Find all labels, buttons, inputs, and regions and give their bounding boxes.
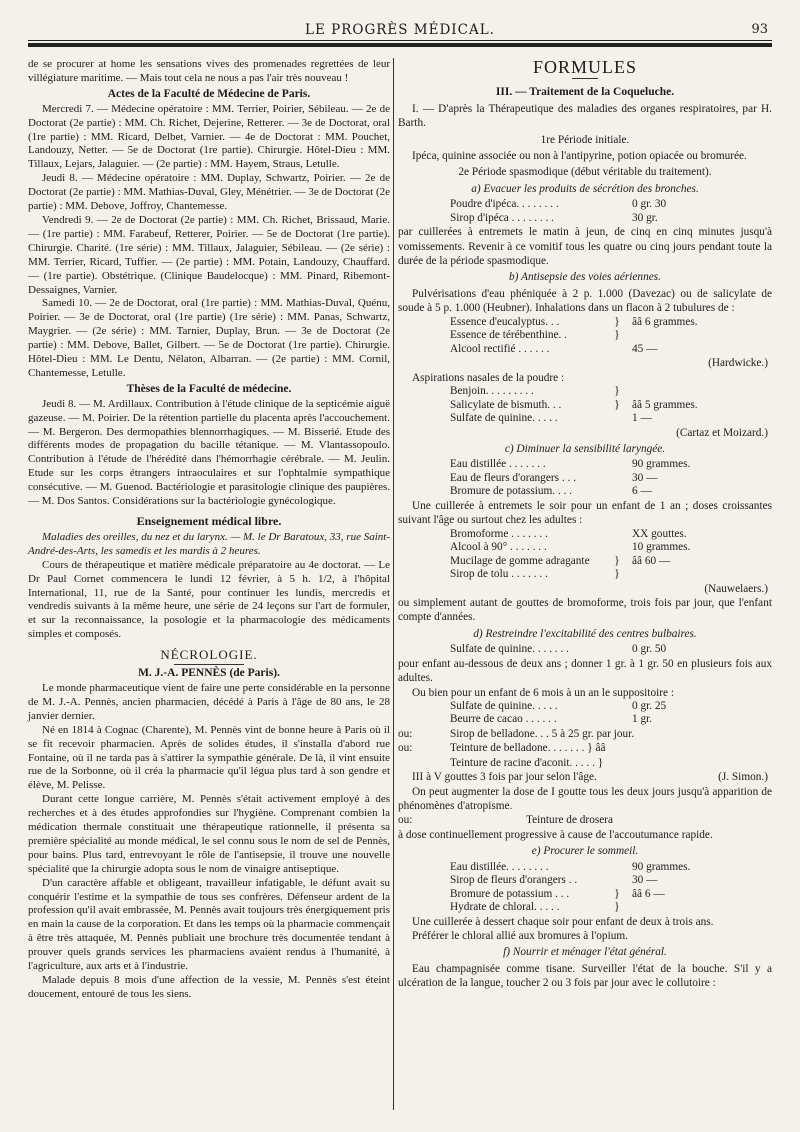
- brace: }: [614, 385, 620, 397]
- ingredient: Bromoforme . . . . . . .: [450, 527, 548, 540]
- libre-paragraph: Cours de thérapeutique et matière médicale préparatoire au 4e doctorat. — Le Dr Paul Cornet commencera le lundi 12 février, à 5 h. 1/2, à l'hôpital International, 11, rue de la Santé, pour continuer les lundis, mercredis et vendredis suivants à la même heure, une série de 24 leçons sur l'art de formuler, et sur la reconnaissance, la posologie et la pharmacologie des médicaments simples et composés.: [28, 558, 390, 641]
- quantity: ââ 6 grammes.: [632, 315, 698, 328]
- brace: }: [614, 568, 620, 581]
- text-paragraph: par cuillerées à entremets le matin à jeun, de cinq en cinq minutes jusqu'à vomissements. Revenir à ce vomitif tous les quatre ou cinq jours pendant toute la durée de la période spasmodique.: [398, 226, 772, 268]
- necro-paragraph: Né en 1814 à Cognac (Charente), M. Pennès vint de bonne heure à Paris où il se fit recevoir pharmacien. Après de solides études, il s'installa d'abord rue Fontaine, où il ne tarda pas à s'attirer la sympathie générale. De là, il vint ensuite rue de la Sorbonne, où il créa la pharmacie qu'il légua plus tard à son gendre et élève, M. Pelisse.: [28, 723, 390, 792]
- brace: [602, 472, 632, 486]
- ingredient: Sulfate de quinine. . . . .: [450, 412, 558, 424]
- subsection-heading: a) Evacuer les produits de sécrétion des bronches.: [471, 182, 699, 195]
- quantity: 90 grammes.: [632, 860, 691, 873]
- dosage-line: [398, 770, 772, 784]
- prescription-h: [450, 861, 772, 915]
- brace: }: [614, 554, 620, 567]
- text-paragraph: Pulvérisations d'eau phéniquée à 2 p. 1.000 (Davezac) ou de salicylate de soude à 5 p. 1.000 (Heubner). Inhalations dans un flacon à 2 tubulures de :: [398, 287, 772, 315]
- subsection-heading: b) Antisepsie des voies aériennes.: [509, 271, 661, 284]
- author-credit: (Nauwelaers.): [704, 582, 768, 595]
- ingredient: Sulfate de quinine. . . . .: [450, 699, 558, 712]
- or-label: ou:: [398, 727, 413, 740]
- column-divider: [393, 58, 394, 1110]
- quantity: 6 —: [632, 485, 652, 498]
- quantity: 0 gr. 30: [632, 198, 667, 211]
- quantity: 90 grammes.: [632, 458, 691, 471]
- text-paragraph: On peut augmenter la dose de I goutte tous les deux jours jusqu'à apparition de phénomènes d'atropisme.: [398, 785, 772, 812]
- quantity: [632, 568, 772, 582]
- brace: }: [614, 329, 620, 342]
- ingredient: Mucilage de gomme adragante: [450, 554, 590, 567]
- text-paragraph: Une cuillerée à dessert chaque soir pour enfant de deux à trois ans.: [412, 915, 714, 928]
- ingredient: Alcool à 90° . . . . . . .: [450, 541, 547, 554]
- ingredient: Bromure de potassium. . . .: [450, 485, 573, 498]
- subsection-heading: f) Nourrir et ménager l'état général.: [503, 946, 667, 959]
- quantity: ââ 60 —: [632, 554, 671, 567]
- alternative-item: Teinture de belladone. . . . . . . } ââ: [450, 742, 606, 755]
- or-label: ou:: [398, 742, 413, 755]
- page-number: 93: [751, 22, 768, 37]
- quantity: 30 —: [632, 471, 658, 484]
- ingredient: Hydrate de chloral. . . . .: [450, 901, 560, 914]
- prescription-a: [450, 198, 772, 225]
- ingredient: Essence d'eucalyptus. . .: [450, 315, 560, 328]
- actes-heading: Actes de la Faculté de Médecine de Paris.: [107, 87, 311, 100]
- quantity: 10 grammes.: [632, 541, 691, 554]
- text-paragraph: Aspirations nasales de la poudre :: [412, 371, 565, 384]
- text-paragraph: Une cuillerée à entremets le soir pour un enfant de 1 an ; doses croissantes suivant l'âge ou surtout chez les adultes :: [398, 499, 772, 527]
- brace: [602, 212, 632, 226]
- right-column: [398, 58, 772, 991]
- brace: [602, 861, 632, 875]
- ingredient: Beurre de cacao . . . . . .: [450, 713, 557, 726]
- quantity: [632, 901, 772, 915]
- libre-heading: Enseignement médical libre.: [136, 514, 282, 528]
- quantity: 0 gr. 25: [632, 699, 667, 712]
- theses-paragraph: Jeudi 8. — M. Ardillaux. Contribution à l'étude clinique de la septicémie aiguë gazeuse. — M. Poirier. De la rétention partielle du placenta après l'accouchement. — M. Bergeron. Des dermopathies blennorrhagiques. — M. Bisserié. Etude des différents modes de propagation du bacille tétanique. — M. Vlantassopoulo. Contribution à l'étude de l'hérédité dans l'hémorrhagie cérébrale. — M. Jeulin. Etude sur les corps étrangers intraoculaires et sur l'ophtalmie sympathique consécutive. — M. Guenod. Bactériologie et parasitologie clinique des paupières. — M. Dos Santos. Considérations sur la bactériologie gynécologique.: [28, 397, 390, 508]
- prescription-b: [450, 316, 772, 357]
- text-paragraph: Préférer le chloral allié aux bromures à l'opium.: [412, 930, 628, 943]
- ingredient: Sirop d'ipéca . . . . . . . .: [450, 211, 555, 224]
- text-paragraph: Ipéca, quinine associée ou non à l'antipyrine, potion opiacée ou bromurée.: [412, 150, 747, 163]
- prescription-f: [450, 643, 772, 657]
- quantity: 1 —: [632, 412, 652, 424]
- brace: }: [614, 887, 620, 900]
- formules-heading: FORMULES: [532, 57, 638, 77]
- actes-paragraph: Jeudi 8. — Médecine opératoire : MM. Duplay, Schwartz, Poirier. — 2e de Doctorat (2e partie) : MM. Mathias-Duval, Gley, Ménétrier. — 3e de Doctorat (2e partie) : MM. Debove, Joffroy, Chantemesse.: [28, 172, 390, 213]
- left-column: [28, 58, 390, 1002]
- quantity: ââ 5 grammes.: [632, 398, 698, 411]
- necrologie-subheading: M. J.-A. PENNÈS (de Paris).: [138, 667, 280, 680]
- period-heading: 1re Période initiale.: [540, 133, 630, 146]
- header-rule: [28, 40, 772, 41]
- formules-rule: [572, 78, 598, 79]
- necrologie-heading: NÉCROLOGIE.: [160, 647, 258, 663]
- period-heading: 2e Période spasmodique (début véritable du traitement).: [458, 166, 712, 179]
- ingredient: Sirop de fleurs d'orangers . .: [450, 874, 578, 887]
- ingredient: Eau distillée . . . . . . .: [450, 458, 546, 471]
- necro-paragraph: Malade depuis 8 mois d'une affection de la vessie, M. Pennès s'est éteint doucement, entouré de tous les siens.: [28, 974, 390, 1000]
- subsection-heading: e) Procurer le sommeil.: [531, 845, 639, 858]
- or-label: ou:: [398, 814, 413, 827]
- brace: [602, 713, 632, 727]
- quantity: [632, 329, 772, 343]
- ingredient: Bromure de potassium . . .: [450, 887, 570, 900]
- section-heading: III. — Traitement de la Coqueluche.: [495, 86, 675, 99]
- actes-paragraph: Vendredi 9. — 2e de Doctorat (2e partie) : MM. Ch. Richet, Brissaud, Marie. — (1re partie) : MM. Farabeuf, Retterer, Poirier. — 5e de Doctorat (1re partie). Chirurgie. Charité. (1re série) : MM. Tillaux, Jalaguier, Sébileau. — (2e série) : MM. Terrier, Ricard, Tuffier. — (2e partie) : MM. Potain, Landouzy, Chauffard. — (1re partie). Obstétrique. (Clinique Baudelocque) : MM. Pinard, Ribemont-Dessaignes, Varnier.: [28, 213, 390, 296]
- intro-paragraph: de se procurer at home les sensations vives des promenades regrettées de leur villégiature maritime. — Mais tout cela ne nous a pas l'air très nouveau !: [28, 58, 390, 84]
- quantity: 30 —: [632, 874, 658, 887]
- quantity: XX gouttes.: [632, 527, 687, 540]
- subsection-heading: d) Restreindre l'excitabilité des centres bulbaires.: [473, 627, 697, 640]
- brace: }: [614, 901, 620, 914]
- theses-heading: Thèses de la Faculté de médecine.: [126, 382, 292, 395]
- quantity: 45 —: [632, 342, 658, 355]
- necro-paragraph: D'un caractère affable et obligeant, travailleur infatigable, le défunt avait su conquérir l'estime et la sympathie de tous ses confrères. Défenseur ardent de la profession qu'il avait embrassée, M. Pennès avait toujours très énergiquement pris en main la cause de la corporation. Et dans les temps où la pharmacie commençait à être très attaquée, M. Pennès publiait une brochure très documentée tendant à prouver quels grands services les pharmaciens avaient rendus à l'humanité, à l'agriculture, aux arts et à l'industrie.: [28, 876, 390, 973]
- text-paragraph: pour enfant au-dessous de deux ans ; donner 1 gr. à 1 gr. 50 en plusieurs fois aux adultes.: [398, 657, 772, 685]
- quantity: [632, 385, 772, 399]
- necro-paragraph: Durant cette longue carrière, M. Pennès s'était activement employé à des recherches et à des études approfondies sur l'hygiène. Comprenant combien la médication thermale constituait une thérapeutique rationnelle, il présenta sa première spécialité au monde médical, le sel connu sous le nom de sel de Pennès, pour bains. Plus tard, entrevoyant le rôle de l'antisepsie, il trouve une nouvelle spécialité que la chirurgie adopta sous le nom de vinaigre antiseptique.: [28, 793, 390, 875]
- prescription-d: [450, 458, 772, 499]
- author-credit: (J. Simon.): [718, 771, 768, 784]
- prescription-g: [450, 700, 772, 727]
- author-credit: (Hardwicke.): [708, 357, 768, 370]
- header-rule-thick: [28, 43, 772, 47]
- ingredient: Eau distillée. . . . . . . .: [450, 860, 549, 873]
- ingredient: Eau de fleurs d'orangers . . .: [450, 471, 576, 484]
- text-paragraph: Ou bien pour un enfant de 6 mois à un an le suppositoire :: [412, 686, 674, 699]
- brace: [602, 458, 632, 472]
- quantity: 30 gr.: [632, 211, 658, 224]
- text-paragraph: ou simplement autant de gouttes de bromoforme, trois fois par jour, que l'enfant compte d'années.: [398, 597, 772, 624]
- brace: [602, 541, 632, 555]
- prescription-e: [450, 528, 772, 582]
- text-paragraph: Eau champagnisée comme tisane. Surveiller l'état de la bouche. S'il y a ulcération de la langue, toucher 2 ou 3 fois par jour avec le collutoire :: [398, 962, 772, 990]
- page-header: [28, 20, 772, 40]
- brace: [602, 528, 632, 542]
- brace: }: [614, 398, 620, 411]
- brace: [602, 643, 632, 657]
- actes-paragraph: Mercredi 7. — Médecine opératoire : MM. Terrier, Poirier, Sébileau. — 2e de Doctorat (2e partie) : MM. Ch. Richet, Dejerine, Retterer. — 3e de Doctorat, oral (1re partie) : MM. Ricard, Delbet, Varnier. — 4e de Doctorat : MM. Pouchet, Landouzy, Netter. — 5e de Doctorat (1re partie). Chirurgie. Hôtel-Dieu : MM. Tillaux, Lejars, Jalaguier. — (2e partie) : MM. Hayem, Straus, Letulle.: [28, 102, 390, 171]
- ingredient: Poudre d'ipéca. . . . . . . .: [450, 198, 559, 211]
- ingredient: Salicylate de bismuth. . .: [450, 398, 562, 411]
- ingredient: Essence de térébenthine. .: [450, 329, 567, 342]
- quantity: ââ 6 —: [632, 887, 665, 900]
- actes-paragraph: Samedi 10. — 2e de Doctorat, oral (1re partie) : MM. Mathias-Duval, Quénu, Poirier. — 3e de Doctorat, oral (1re partie) (1re série) : MM. Panas, Schwartz, Maygrier. — (2e série) : MM. Tarnier, Duplay, Brun. — 3e de Doctorat (2e partie) : MM. Debove, Ballet, Gilbert. — 5e de Doctorat (1re partie). Chirurgie. Hôtel-Dieu : MM. Le Dentu, Nélaton, Albarran. — (2e partie) : MM. Cornil, Chantemesse, Letulle.: [28, 297, 390, 379]
- libre-paragraph: Maladies des oreilles, du nez et du larynx. — M. le Dr Baratoux, 33, rue Saint-André-des-Arts, les samedis et les mardis à 2 heures.: [28, 530, 390, 557]
- ingredient: Alcool rectifié . . . . . .: [450, 342, 550, 355]
- necro-paragraph: Le monde pharmaceutique vient de faire une perte considérable en la personne de M. J.-A. Pennès, ancien pharmacien, décédé à Paris à l'âge de 80 ans, le 28 janvier dernier.: [28, 681, 390, 722]
- brace: [602, 412, 632, 426]
- or-label: [398, 756, 442, 770]
- alternative-item: Teinture de drosera: [526, 814, 614, 827]
- brace: [602, 485, 632, 499]
- ingredient: Sulfate de quinine. . . . . . .: [450, 643, 569, 656]
- ingredient: Benjoin. . . . . . . . .: [450, 385, 534, 397]
- quantity: 1 gr.: [632, 713, 653, 726]
- alternative-item: Teinture de racine d'aconit. . . . . }: [450, 756, 604, 769]
- quantity: 0 gr. 50: [632, 643, 667, 656]
- brace: [602, 343, 632, 357]
- journal-title: LE PROGRÈS MÉDICAL.: [305, 22, 495, 38]
- alternative-drosera: [398, 813, 772, 827]
- brace: }: [614, 315, 620, 328]
- prescription-c: [450, 385, 772, 426]
- ingredient: Sirop de tolu . . . . . . .: [450, 568, 548, 581]
- text-paragraph: à dose continuellement progressive à cause de l'accoutumance rapide.: [398, 828, 713, 841]
- necrologie-rule: [174, 664, 244, 665]
- alternative-list: [398, 727, 772, 770]
- subsection-heading: c) Diminuer la sensibilité laryngée.: [504, 442, 666, 455]
- author-credit: (Cartaz et Moizard.): [676, 426, 768, 439]
- brace: [602, 700, 632, 714]
- intro-paragraph: I. — D'après la Thérapeutique des maladies des organes respiratoires, par H. Barth.: [398, 102, 772, 130]
- brace: [602, 874, 632, 888]
- alternative-item: Sirop de belladone. . . 5 à 25 gr. par jour.: [450, 727, 635, 740]
- dosage-text: III à V gouttes 3 fois par jour selon l'âge.: [412, 771, 597, 784]
- brace: [602, 198, 632, 212]
